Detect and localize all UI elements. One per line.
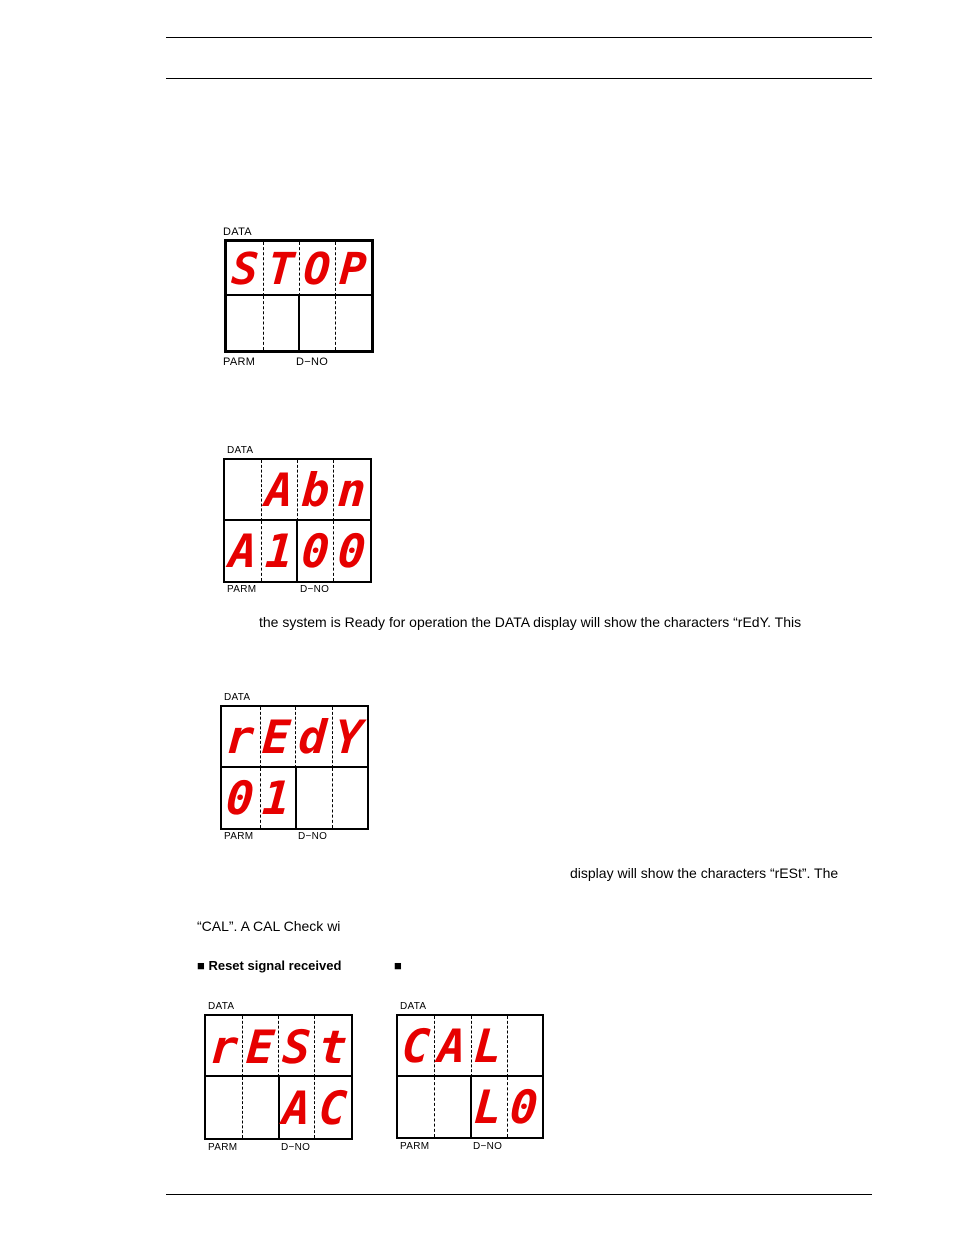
parm-digits [223,521,372,582]
parm-dno-row [222,766,367,829]
display-box [204,1014,353,1140]
parm-label: PARM [224,831,254,842]
digit: t [317,1019,349,1074]
digit: 0 [336,523,368,578]
display-box [396,1014,544,1139]
digit: C [400,1019,432,1074]
header-rule-bottom [166,78,872,79]
data-row [222,707,367,768]
data-label: DATA [223,226,252,238]
parm-digits [204,1077,353,1138]
bullet-reset-signal: ■ Reset signal received [197,958,342,973]
digit: O [301,243,333,295]
parm-dno-row [227,294,371,350]
display-panel-reset [204,1001,356,1153]
parm-digits [396,1077,544,1138]
display-panel-abn [223,445,375,597]
digit: 1 [263,523,296,578]
display-box [223,458,372,583]
data-row [398,1016,542,1077]
data-digits [223,460,372,521]
parm-digits [220,768,369,829]
parm-label: PARM [208,1142,238,1153]
data-digits [204,1016,353,1077]
parm-label: PARM [400,1141,430,1152]
paragraph-reset: display will show the characters “rESt”. The [570,865,839,881]
data-digits [220,707,369,768]
bullet-second: ■ [394,958,402,973]
data-row [206,1016,351,1077]
parm-label: PARM [227,584,257,595]
digit: L [472,1079,504,1134]
parm-dno-row [398,1075,542,1138]
digit: S [280,1019,313,1074]
digit: Y [333,710,365,765]
digit: P [337,243,369,295]
digit: S [229,243,261,295]
digit: n [336,463,368,518]
digit: A [436,1019,468,1074]
digit: 1 [260,770,293,825]
digit: L [472,1019,504,1074]
header-rule-top [166,37,872,38]
digit: b [299,463,332,518]
digit: A [227,523,259,578]
data-label: DATA [227,445,254,456]
digit: E [244,1019,277,1074]
digit: 0 [224,770,256,825]
digit: E [260,710,293,765]
data-row [225,460,370,521]
data-label: DATA [208,1001,235,1012]
digit: C [317,1080,349,1135]
display-box [220,705,369,830]
display-panel-cal [396,1001,548,1153]
dno-label: D−NO [300,584,330,595]
digit: d [296,710,329,765]
digit: A [263,463,296,518]
display-box [224,239,374,353]
data-label: DATA [400,1001,427,1012]
digit: T [265,243,297,295]
data-digits [225,242,373,296]
dno-label: D−NO [296,356,329,368]
display-panel-ready [220,692,372,844]
paragraph-cal: “CAL”. A CAL Check wi [197,918,341,934]
parm-label: PARM [223,356,256,368]
digit: r [208,1019,240,1074]
dno-label: D−NO [473,1141,503,1152]
digit: A [280,1080,313,1135]
data-label: DATA [224,692,251,703]
paragraph-ready: the system is Ready for operation the DATA display will show the characters “rEdY. This [259,614,802,630]
data-row [227,242,371,296]
dno-label: D−NO [281,1142,311,1153]
digit: 0 [508,1079,540,1134]
digit: r [224,710,256,765]
dno-label: D−NO [298,831,328,842]
parm-dno-row [225,519,370,582]
footer-rule [166,1194,872,1195]
data-digits [396,1016,544,1077]
display-panel-stop [222,225,377,370]
digit: 0 [299,523,332,578]
parm-dno-row [206,1075,351,1138]
